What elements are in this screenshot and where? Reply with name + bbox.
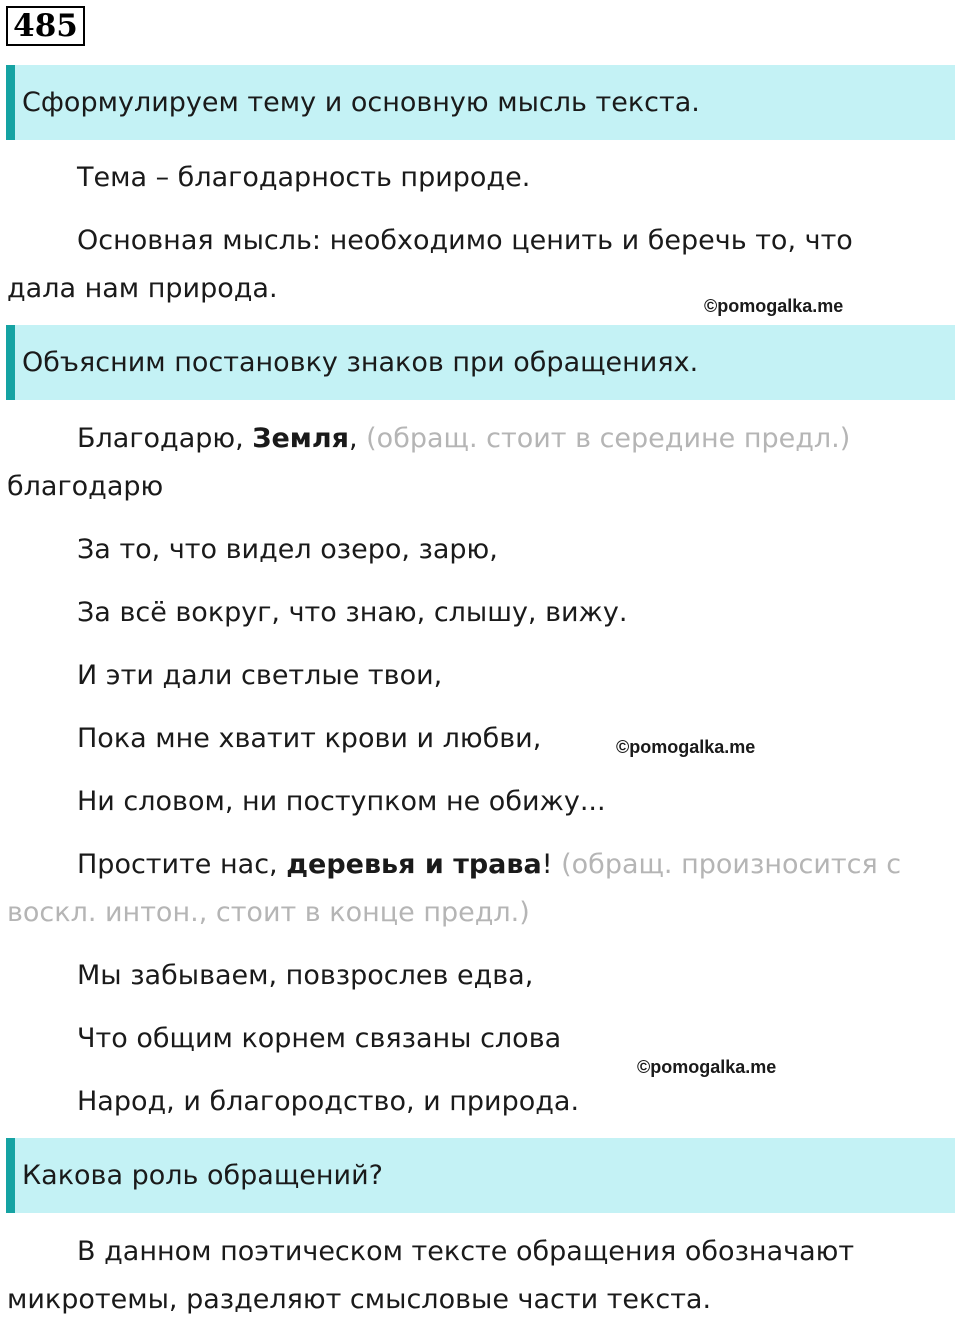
poem-line-10: Мы забываем, повзрослев едва,	[77, 960, 534, 991]
section-header-theme: Сформулируем тему и основную мысль текста.	[6, 65, 955, 140]
main-idea-line-1: Основная мысль: необходимо ценить и беречь то, что	[77, 225, 853, 256]
watermark: ©pomogalka.me	[616, 737, 756, 757]
address-word: деревья и трава	[286, 849, 542, 880]
poem-line-8	[77, 848, 901, 882]
address-note: (обращ. стоит в середине предл.)	[357, 423, 851, 454]
poem-line-5: И эти дали светлые твои,	[77, 660, 443, 691]
role-line-2: микротемы, разделяют смысловые части текста.	[7, 1284, 712, 1315]
punctuation: !	[541, 849, 553, 880]
address-note-continuation: воскл. интон., стоит в конце предл.)	[7, 897, 530, 928]
theme-line: Тема – благодарность природе.	[77, 162, 531, 193]
poem-line-1	[77, 422, 850, 456]
poem-text: Благодарю,	[77, 423, 253, 454]
role-line-1: В данном поэтическом тексте обращения обозначают	[77, 1236, 855, 1267]
main-idea-line-2: дала нам природа.	[7, 273, 278, 304]
poem-line-12: Народ, и благородство, и природа.	[77, 1086, 580, 1117]
poem-line-7: Ни словом, ни поступком не обижу...	[77, 786, 606, 817]
exercise-number: 485	[6, 6, 85, 46]
watermark: ©pomogalka.me	[637, 1057, 777, 1077]
address-note: (обращ. произносится с	[552, 849, 902, 880]
watermark: ©pomogalka.me	[704, 296, 844, 316]
address-word: Земля	[252, 423, 349, 454]
poem-line-6: Пока мне хватит крови и любви,	[77, 723, 542, 754]
poem-text: Простите нас,	[77, 849, 287, 880]
punctuation: ,	[348, 423, 358, 454]
poem-line-4: За всё вокруг, что знаю, слышу, вижу.	[77, 597, 628, 628]
poem-line-11: Что общим корнем связаны слова	[77, 1023, 562, 1054]
section-header-role: Какова роль обращений?	[6, 1138, 955, 1213]
poem-line-2: благодарю	[7, 471, 164, 502]
section-header-punctuation: Объясним постановку знаков при обращениях.	[6, 325, 955, 400]
poem-line-3: За то, что видел озеро, зарю,	[77, 534, 498, 565]
